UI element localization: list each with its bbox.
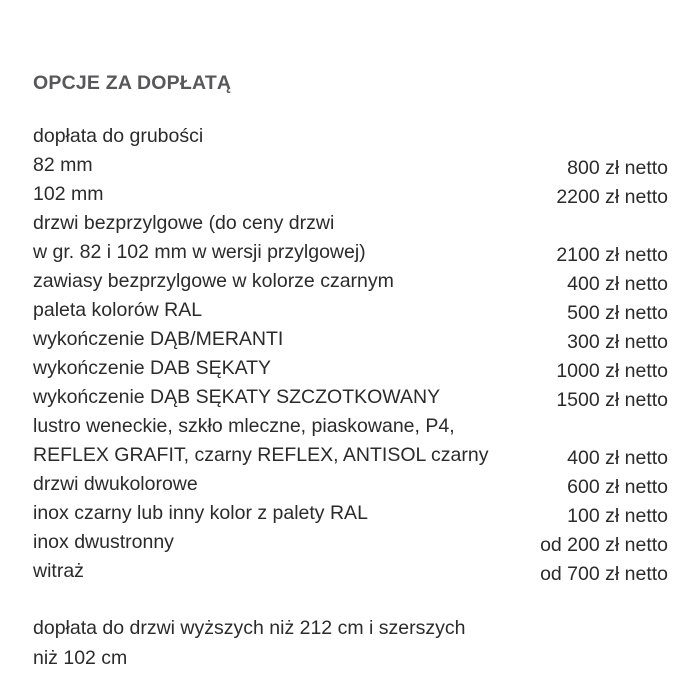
footer-note [33, 614, 668, 673]
item-label: zawiasy bezprzylgowe w kolorze czarnym [33, 270, 394, 292]
item-label: wykończenie DAB SĘKATY [33, 357, 272, 379]
price-row [33, 383, 668, 412]
item-label: wykończenie DĄB SĘKATY SZCZOTKOWANY [33, 386, 441, 408]
price-row [33, 499, 668, 528]
price-row [33, 296, 668, 325]
item-price: 100 zł netto [567, 505, 668, 527]
item-label: inox dwustronny [33, 531, 174, 553]
item-label: paleta kolorów RAL [33, 299, 203, 321]
page-title: OPCJE ZA DOPŁATĄ [33, 72, 232, 94]
item-price: 2200 zł netto [556, 186, 668, 208]
item-price: 500 zł netto [567, 302, 668, 324]
item-label: w gr. 82 i 102 mm w wersji przylgowej) [33, 241, 366, 263]
item-price: 1000 zł netto [556, 360, 668, 382]
item-price: 600 zł netto [567, 476, 668, 498]
price-row [33, 209, 668, 238]
item-label: REFLEX GRAFIT, czarny REFLEX, ANTISOL czarny [33, 444, 489, 466]
item-price: od 200 zł netto [540, 534, 668, 556]
item-label: dopłata do grubości [33, 125, 204, 147]
price-row [33, 528, 668, 557]
item-label: lustro weneckie, szkło mleczne, piaskowane, P4, [33, 415, 455, 437]
price-row [33, 151, 668, 180]
price-row [33, 412, 668, 441]
item-price: 1500 zł netto [556, 389, 668, 411]
item-price: 800 zł netto [567, 157, 668, 179]
price-row [33, 238, 668, 267]
item-price: 400 zł netto [567, 447, 668, 469]
footer-note-line-2: niż 102 cm [33, 646, 128, 669]
price-row [33, 180, 668, 209]
price-row [33, 470, 668, 499]
item-label: witraż [33, 560, 84, 582]
item-label: drzwi dwukolorowe [33, 473, 198, 495]
price-row [33, 122, 668, 151]
price-row [33, 325, 668, 354]
price-row [33, 267, 668, 296]
item-price: od 700 zł netto [540, 563, 668, 585]
item-label: 82 mm [33, 154, 93, 176]
price-row [33, 557, 668, 586]
item-label: inox czarny lub inny kolor z palety RAL [33, 502, 368, 524]
footer-note-line-1: dopłata do drzwi wyższych niż 212 cm i szerszych [33, 617, 466, 639]
item-price: 300 zł netto [567, 331, 668, 353]
item-price: 400 zł netto [567, 273, 668, 295]
item-price: 2100 zł netto [556, 244, 668, 266]
price-row [33, 354, 668, 383]
item-label: drzwi bezprzylgowe (do ceny drzwi [33, 212, 335, 234]
item-label: wykończenie DĄB/MERANTI [33, 328, 284, 350]
price-list [33, 122, 668, 586]
price-row [33, 441, 668, 470]
item-label: 102 mm [33, 183, 104, 205]
